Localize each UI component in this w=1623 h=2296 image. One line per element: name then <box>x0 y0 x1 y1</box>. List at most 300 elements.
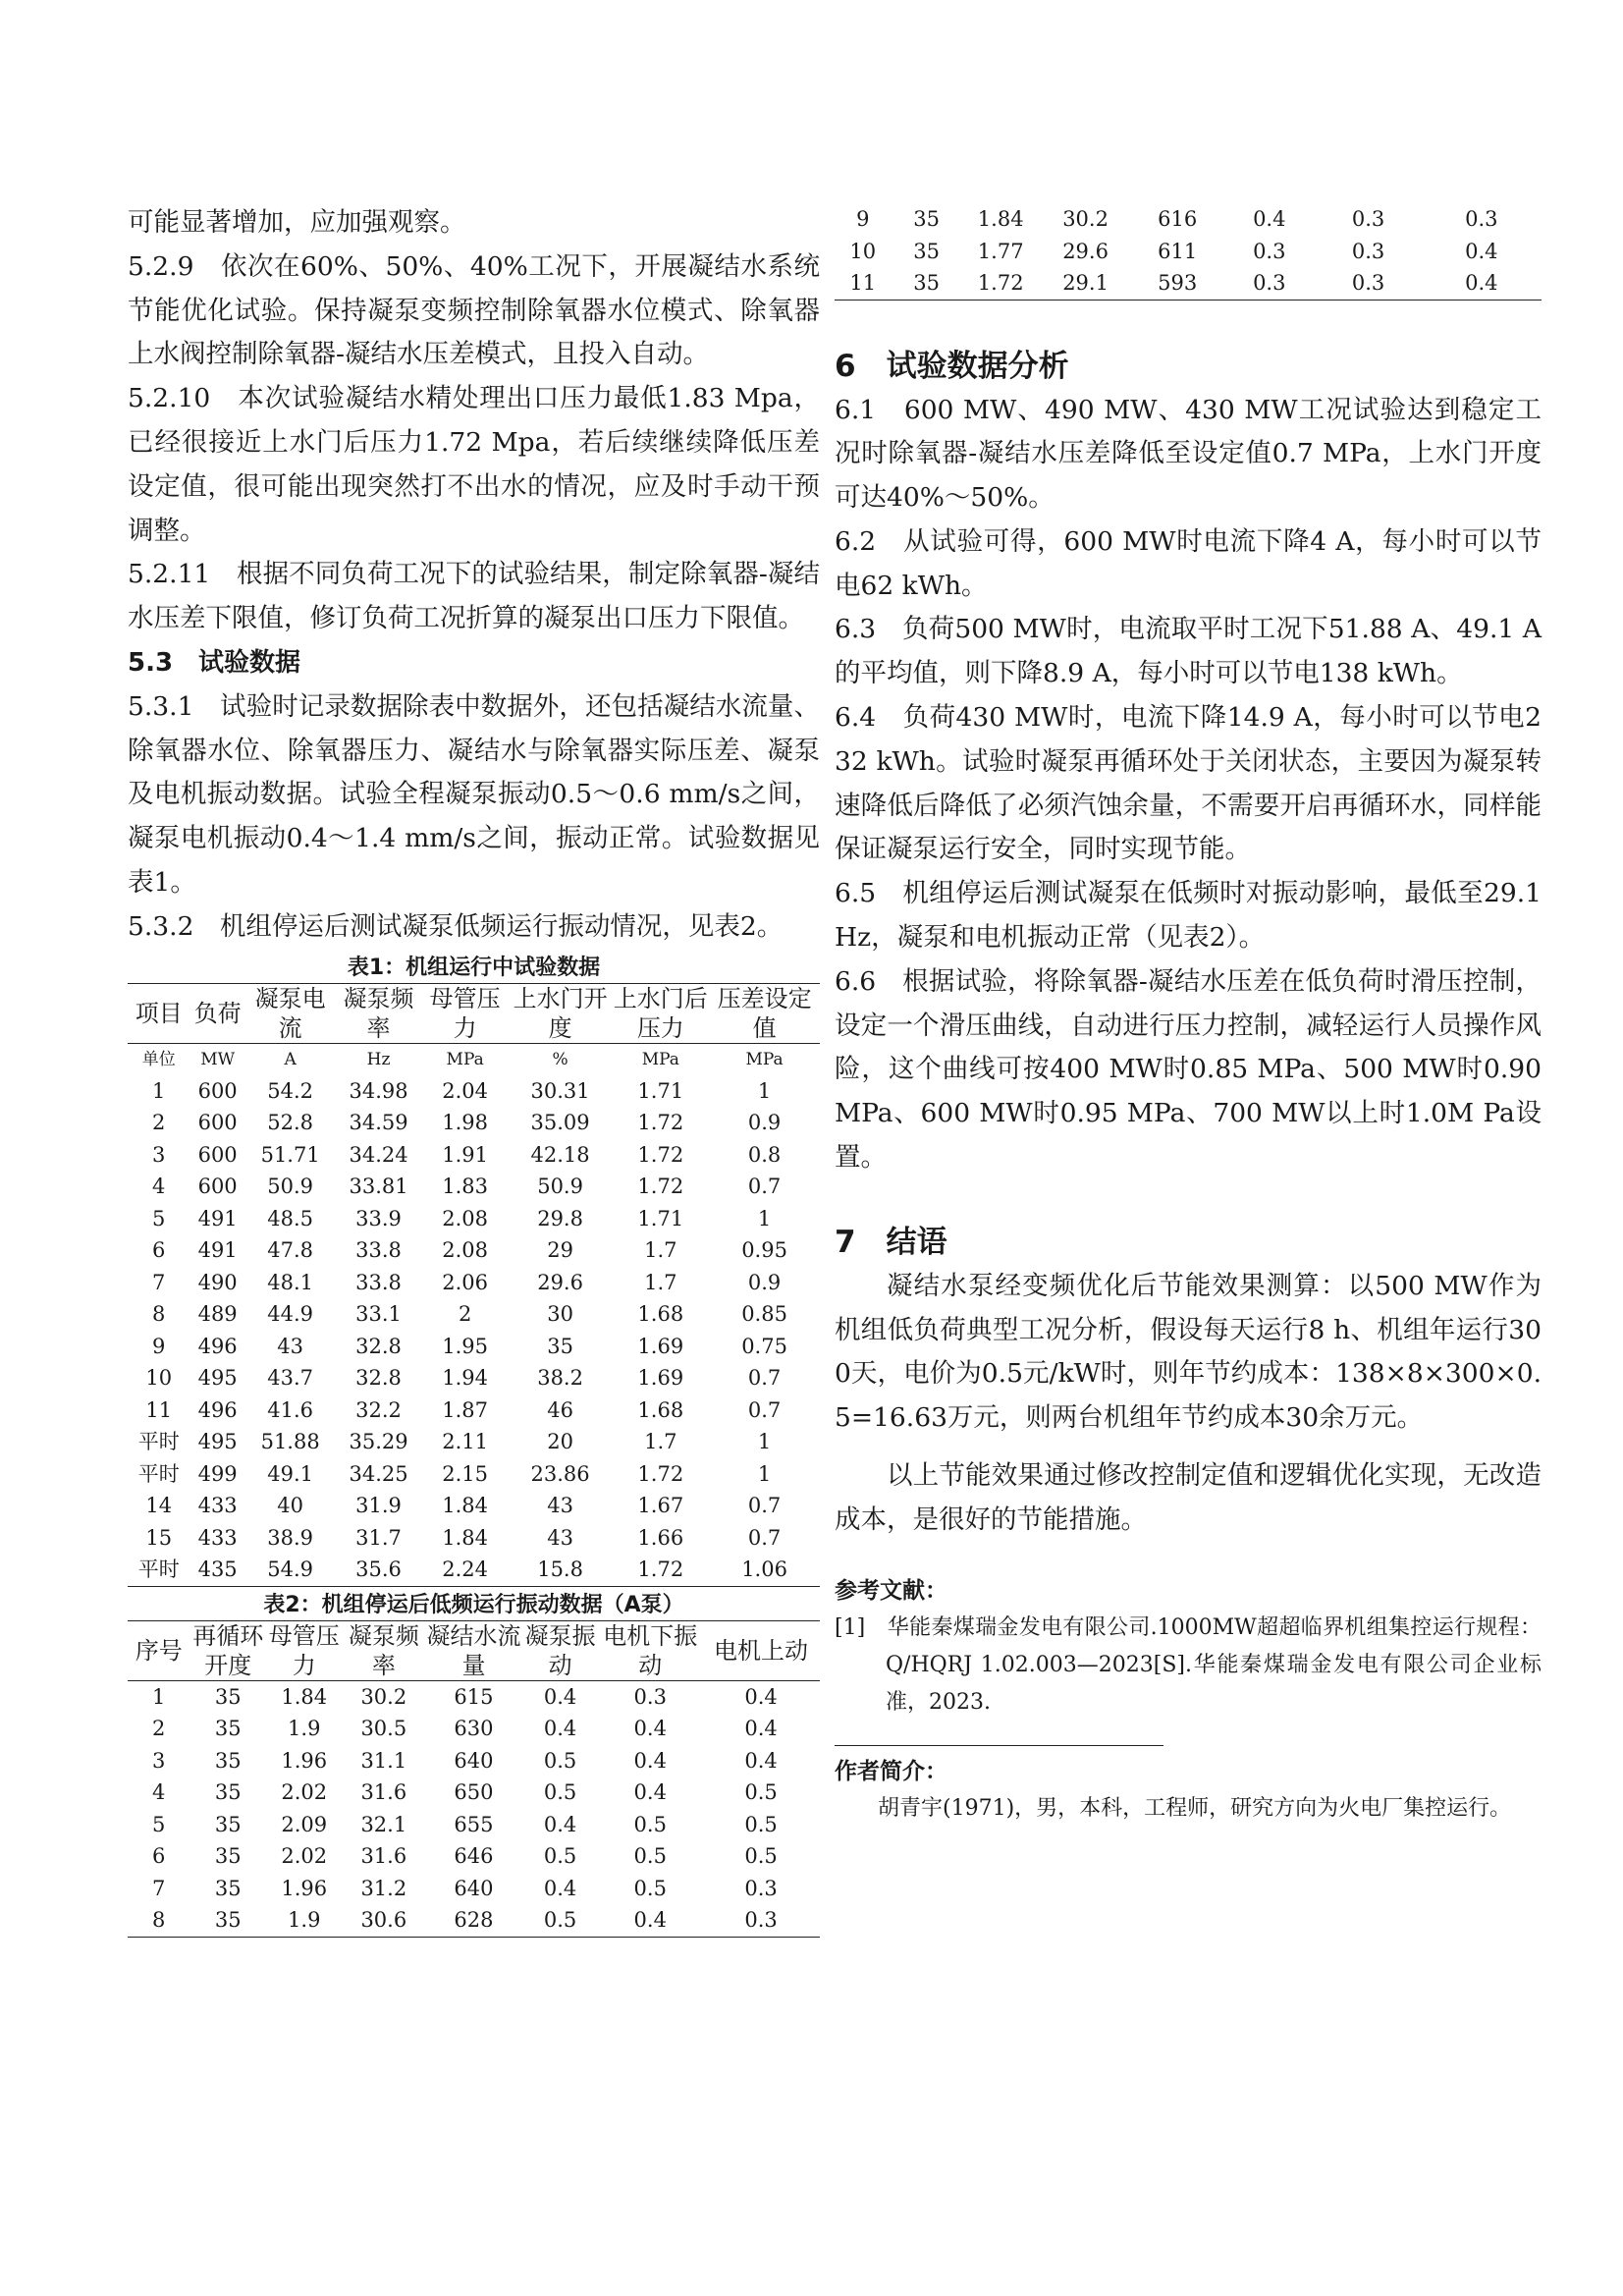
table1 <box>128 983 820 1587</box>
table1-row <box>128 1554 820 1586</box>
table-cell: 34.25 <box>349 1461 408 1486</box>
table1-row <box>128 1522 820 1555</box>
table1-row <box>128 1426 820 1458</box>
table-cell: 4 <box>152 1175 166 1199</box>
table-cell: 11 <box>145 1397 173 1422</box>
table1-header-cell: 压差设定值 <box>709 983 820 1043</box>
table-cell: 平时 <box>137 1461 180 1486</box>
table-cell: 0.7 <box>747 1525 782 1550</box>
table-cell: 1.7 <box>644 1270 677 1294</box>
table-cell: MW <box>200 1049 236 1069</box>
table-cell: 23.86 <box>530 1461 590 1486</box>
table-cell: 42.18 <box>530 1142 590 1167</box>
table1-header-cell: 母管压力 <box>422 983 509 1043</box>
table2-row <box>128 1680 820 1713</box>
table-cell: 0.4 <box>543 1717 577 1741</box>
paragraph-6-1: 6.1 600 MW、490 MW、430 MW工况试验达到稳定工况时除氧器-凝结水压差降低至设定值0.7 MPa，上水门开度可达40%～50%。 <box>835 394 1542 514</box>
table-cell: 1.72 <box>637 1175 684 1199</box>
table-cell: 54.9 <box>245 1554 336 1586</box>
table-cell: 29.6 <box>1062 239 1109 263</box>
table1-row <box>128 1362 820 1394</box>
table-cell: 1.87 <box>442 1397 489 1422</box>
author-heading: 作者简介： <box>835 1758 947 1784</box>
table-cell: 1.69 <box>637 1334 684 1358</box>
table-cell: 43 <box>547 1494 573 1518</box>
table-cell: 35 <box>214 1684 242 1709</box>
table-cell: 1.84 <box>281 1684 328 1709</box>
paragraph-5-3-1: 5.3.1 试验时记录数据除表中数据外，还包括凝结水流量、除氧器水位、除氧器压力、凝结水与除氧器实际压差、凝泵及电机振动数据。试验全程凝泵振动0.5～0.6 mm/s之间，凝泵电机振动0.4～1.4 mm/s之间，振动正常。试验数据见表1。 <box>128 690 820 898</box>
table-cell: 600 <box>197 1175 238 1199</box>
table-cell: 4 <box>152 1780 166 1805</box>
table-cell: 0.3 <box>1465 207 1498 231</box>
table-cell: 32.8 <box>355 1366 402 1391</box>
table-cell: 43 <box>547 1525 573 1550</box>
table-cell: 31.1 <box>360 1748 407 1773</box>
table-cell: 0.5 <box>543 1780 577 1805</box>
table-cell: 1.68 <box>637 1302 684 1327</box>
table1-unit-row <box>128 1043 820 1075</box>
table1-header <box>128 983 820 1043</box>
table-cell: 6 <box>152 1844 166 1869</box>
paragraph-6-5: 6.5 机组停运后测试凝泵在低频时对振动影响，最低至29.1 Hz，凝泵和电机振动正常（见表2）。 <box>835 878 1542 954</box>
table-cell: 0.8 <box>747 1142 782 1167</box>
table2-header-cell: 电机上动 <box>702 1620 820 1680</box>
table-cell: 2.06 <box>442 1270 489 1294</box>
table-cell: 0.4 <box>633 1748 667 1773</box>
paragraph-6-2: 6.2 从试验可得，600 MW时电流下降4 A，每小时可以节电62 kWh。 <box>835 525 1542 601</box>
table2-header-cell: 电机下振动 <box>598 1620 702 1680</box>
table-cell: 0.9 <box>747 1111 782 1135</box>
table-cell: 0.3 <box>1253 239 1286 263</box>
table-cell: 30.31 <box>530 1078 590 1103</box>
section-5-3-heading: 5.3 试验数据 <box>128 647 301 678</box>
table-cell: 495 <box>197 1366 238 1391</box>
table-cell: 2.04 <box>442 1078 489 1103</box>
table-cell: 0.5 <box>633 1844 667 1869</box>
table-cell: 646 <box>454 1844 494 1869</box>
table-cell: 8 <box>128 1904 189 1937</box>
table-cell: 0.4 <box>744 1684 778 1709</box>
table-cell: 48.5 <box>267 1206 314 1230</box>
table-cell: 0.3 <box>744 1876 778 1900</box>
table-cell: 20 <box>547 1430 573 1454</box>
table-cell: 38.2 <box>537 1366 583 1391</box>
table-cell: 0.4 <box>598 1904 702 1937</box>
table2-row <box>835 203 1542 236</box>
table1-row <box>128 1394 820 1427</box>
table-cell: 0.4 <box>633 1780 667 1805</box>
table-cell: 491 <box>197 1238 238 1263</box>
table-cell: 48.1 <box>267 1270 314 1294</box>
table2-continued <box>835 203 1542 301</box>
table-cell: 1.72 <box>637 1142 684 1167</box>
paragraph-conclusion-1: 凝结水泵经变频优化后节能效果测算：以500 MW作为机组低负荷典型工况分析，假设每天运行8 h、机组年运行300天，电价为0.5元/kW时，则年节约成本：138×8×300×0.5=16.63万元，则两台机组年节约成本30余万元。 <box>835 1270 1542 1434</box>
table-cell: 35 <box>189 1904 266 1937</box>
table-cell: 7 <box>152 1270 166 1294</box>
table-cell: 32.8 <box>355 1334 402 1358</box>
footnote-divider <box>835 1745 1163 1746</box>
table1-body <box>128 1043 820 1586</box>
table-cell: 0.3 <box>702 1904 820 1937</box>
right-column <box>835 201 1542 1829</box>
table-cell: 50.9 <box>267 1175 314 1199</box>
table2-row <box>835 267 1542 300</box>
table-cell: 1 <box>757 1461 772 1486</box>
table-cell: 640 <box>454 1876 494 1900</box>
table-cell: 2 <box>152 1717 166 1741</box>
table-cell: 0.7 <box>747 1175 782 1199</box>
table-cell: 31.2 <box>360 1876 407 1900</box>
table-cell: 30.2 <box>1062 207 1109 231</box>
table-cell: 1.7 <box>644 1430 677 1454</box>
table-cell: 15.8 <box>509 1554 613 1586</box>
table1-header-cell: 上水门后压力 <box>613 984 708 1042</box>
table-cell: 0.5 <box>744 1812 778 1836</box>
table-cell: 35 <box>547 1334 573 1358</box>
table-cell: 40 <box>277 1494 304 1518</box>
table-cell: 3 <box>152 1142 166 1167</box>
table-cell: 30.2 <box>360 1684 407 1709</box>
table-cell: 35.29 <box>349 1430 408 1454</box>
table-cell: 11 <box>835 267 892 300</box>
paragraph-continued: 可能显著增加，应加强观察。 <box>128 207 466 238</box>
table-cell: 0.4 <box>633 1717 667 1741</box>
table-cell: 593 <box>1131 267 1223 300</box>
table-cell: 31.6 <box>360 1780 407 1805</box>
table-cell: 0.5 <box>522 1904 599 1937</box>
table-cell: 30.6 <box>343 1904 426 1937</box>
table-cell: 35 <box>214 1812 242 1836</box>
table-cell: 0.4 <box>543 1684 577 1709</box>
table1-row <box>128 1107 820 1139</box>
paragraph-5-2-10: 5.2.10 本次试验凝结水精处理出口压力最低1.83 Mpa，已经很接近上水门后压力1.72 Mpa，若后续继续降低压差设定值，很可能出现突然打不出水的情况，应及时手动干预调整。 <box>128 383 820 546</box>
table2-row <box>128 1904 820 1937</box>
table-cell: 1.9 <box>266 1904 343 1937</box>
table1-row <box>128 1171 820 1203</box>
table-cell: 51.71 <box>260 1142 320 1167</box>
table-cell: 435 <box>189 1554 244 1586</box>
table1-header-cell: 凝泵电流 <box>245 983 336 1043</box>
table-cell: 0.3 <box>1351 207 1385 231</box>
table-cell: 0.3 <box>633 1684 667 1709</box>
table-cell: 52.8 <box>267 1111 314 1135</box>
table-cell: 1 <box>757 1078 772 1103</box>
table-cell: 1 <box>152 1684 166 1709</box>
table-cell: 35 <box>892 267 962 300</box>
table-cell: 35 <box>214 1717 242 1741</box>
table-cell: 0.3 <box>1223 267 1316 300</box>
table1-row <box>128 1298 820 1331</box>
table-cell: 615 <box>454 1684 494 1709</box>
table-cell: 8 <box>152 1302 166 1327</box>
table-cell: 490 <box>197 1270 238 1294</box>
table-cell: 0.5 <box>543 1844 577 1869</box>
table1-header-cell: 上水门开度 <box>509 983 613 1043</box>
table-cell: 1.72 <box>962 267 1040 300</box>
table2-caption: 表2：机组停运后低频运行振动数据（A泵） <box>263 1592 684 1617</box>
table-cell: 0.5 <box>744 1780 778 1805</box>
table-cell: 1.68 <box>637 1397 684 1422</box>
table-cell: 0.7 <box>747 1366 782 1391</box>
table2-continued-body <box>835 203 1542 300</box>
table-cell: 1.72 <box>612 1554 709 1586</box>
table-cell: 1.66 <box>637 1525 684 1550</box>
table-cell: 1.84 <box>442 1525 489 1550</box>
table-cell: 1.71 <box>637 1206 684 1230</box>
table-cell: 29 <box>547 1238 573 1263</box>
table-cell: 1.9 <box>288 1717 321 1741</box>
table2-header-cell: 母管压力 <box>266 1620 343 1680</box>
table-cell: 0.4 <box>744 1717 778 1741</box>
table-cell: 0.4 <box>543 1876 577 1900</box>
table-cell: 0.85 <box>741 1302 787 1327</box>
table2-row <box>128 1873 820 1905</box>
table-cell: 9 <box>152 1334 166 1358</box>
table-cell: 35 <box>214 1748 242 1773</box>
table-cell: 0.3 <box>1351 239 1385 263</box>
table-cell: 628 <box>425 1904 522 1937</box>
table-cell: 7 <box>152 1876 166 1900</box>
table-cell: 43 <box>277 1334 304 1358</box>
table2-header-cell: 凝泵频率 <box>343 1620 426 1680</box>
table-cell: 630 <box>454 1717 494 1741</box>
table-cell: 34.98 <box>349 1078 408 1103</box>
table-cell: % <box>552 1049 568 1069</box>
table-cell: 32.2 <box>355 1397 402 1422</box>
table-cell: 29.8 <box>537 1206 583 1230</box>
table-cell: 496 <box>197 1334 238 1358</box>
table-cell: 496 <box>197 1397 238 1422</box>
table-cell: 2.02 <box>281 1844 328 1869</box>
table-cell: 41.6 <box>267 1397 314 1422</box>
table-cell: 5 <box>152 1812 166 1836</box>
table1-row <box>128 1075 820 1108</box>
paragraph-6-4: 6.4 负荷430 MW时，电流下降14.9 A，每小时可以节电232 kWh。试验时凝泵再循环处于关闭状态，主要因为凝泵转速降低后降低了必须汽蚀余量，不需要开启再循环水，同样能保证凝泵运行安全，同时实现节能。 <box>835 702 1542 865</box>
table1-header-cell: 项目 <box>128 983 189 1043</box>
table-cell: 33.8 <box>355 1238 402 1263</box>
table-cell: 1.69 <box>637 1366 684 1391</box>
table-cell: 46 <box>547 1397 573 1422</box>
table-cell: 0.4 <box>1253 207 1286 231</box>
table-cell: 0.3 <box>1316 267 1422 300</box>
table-cell: 54.2 <box>267 1078 314 1103</box>
table2-row <box>128 1745 820 1777</box>
paragraph-6-6: 6.6 根据试验，将除氧器-凝结水压差在低负荷时滑压控制，设定一个滑压曲线，自动进行压力控制，减轻运行人员操作风险，这个曲线可按400 MW时0.85 MPa、500 MW时0.90 MPa、600 MW时0.95 MPa、700 MW以上时1.0M Pa设置。 <box>835 965 1542 1174</box>
table-cell: 2.08 <box>442 1238 489 1263</box>
table-cell: 1.83 <box>442 1175 489 1199</box>
table-cell: 0.75 <box>741 1334 787 1358</box>
table-cell: 600 <box>197 1078 238 1103</box>
table-cell: 0.5 <box>633 1876 667 1900</box>
table-cell: 499 <box>197 1461 238 1486</box>
table-cell: 5 <box>152 1206 166 1230</box>
table-cell: 2.11 <box>442 1430 489 1454</box>
table2-header-cell: 凝泵振动 <box>522 1620 599 1680</box>
table-cell: 1.67 <box>637 1494 684 1518</box>
table-cell: 1 <box>152 1078 166 1103</box>
section-6-heading: 6 试验数据分析 <box>835 348 1069 384</box>
table-cell: 0.4 <box>543 1812 577 1836</box>
table-cell: 34.24 <box>349 1142 408 1167</box>
paragraph-5-3-2: 5.3.2 机组停运后测试凝泵低频运行振动情况，见表2。 <box>128 910 784 942</box>
table-cell: 29.6 <box>537 1270 583 1294</box>
table-cell: MPa <box>641 1049 679 1069</box>
table-cell: 33.8 <box>355 1270 402 1294</box>
table2-header-cell: 凝结水流量 <box>426 1621 521 1679</box>
table-cell: 32.1 <box>360 1812 407 1836</box>
table2-body <box>128 1680 820 1937</box>
table-cell: 2.08 <box>442 1206 489 1230</box>
table-cell: 14 <box>145 1494 173 1518</box>
reference-item: [1] 华能秦煤瑞金发电有限公司.1000MW超超临界机组集控运行规程： Q/HQRJ 1.02.003—2023[S].华能秦煤瑞金发电有限公司企业标准，2023. <box>835 1614 1542 1715</box>
table-cell: 30.5 <box>360 1717 407 1741</box>
table2-row <box>128 1777 820 1809</box>
table-cell: 2.02 <box>281 1780 328 1805</box>
table2-header-cell: 序号 <box>128 1620 189 1680</box>
table-cell: 35 <box>214 1780 242 1805</box>
paragraph-conclusion-2: 以上节能效果通过修改控制定值和逻辑优化实现，无改造成本，是很好的节能措施。 <box>835 1460 1542 1535</box>
table-cell: 600 <box>197 1111 238 1135</box>
table1-header-cell: 负荷 <box>189 983 244 1043</box>
table-cell: 0.4 <box>744 1748 778 1773</box>
table-cell: 0.5 <box>744 1844 778 1869</box>
table2-row <box>835 236 1542 268</box>
table-cell: 35 <box>214 1876 242 1900</box>
left-column <box>128 201 820 1938</box>
table-cell: 1.06 <box>709 1554 820 1586</box>
table-cell: 655 <box>454 1812 494 1836</box>
table-cell: 2 <box>152 1111 166 1135</box>
table1-row <box>128 1331 820 1363</box>
table-cell: 1.72 <box>637 1461 684 1486</box>
table-cell: 31.7 <box>355 1525 402 1550</box>
table1-row <box>128 1203 820 1235</box>
table-cell: 1.84 <box>977 207 1024 231</box>
table-cell: 49.1 <box>267 1461 314 1486</box>
table-cell: 433 <box>197 1525 238 1550</box>
table-cell: 44.9 <box>267 1302 314 1327</box>
table2-row <box>128 1713 820 1745</box>
table-cell: MPa <box>745 1049 784 1069</box>
table2-row <box>128 1840 820 1873</box>
table-cell: 433 <box>197 1494 238 1518</box>
table-cell: 0.95 <box>741 1238 787 1263</box>
table-cell: 0.7 <box>747 1397 782 1422</box>
table-cell: 35 <box>913 239 940 263</box>
table-cell: 50.9 <box>537 1175 583 1199</box>
table-cell: 495 <box>197 1430 238 1454</box>
table-cell: 491 <box>197 1206 238 1230</box>
table-cell: 单位 <box>141 1049 176 1069</box>
references-heading: 参考文献： <box>835 1577 947 1604</box>
table-cell: 1.95 <box>442 1334 489 1358</box>
table-cell: 33.9 <box>355 1206 402 1230</box>
table2-row <box>128 1809 820 1841</box>
table-cell: 611 <box>1158 239 1198 263</box>
table-cell: 489 <box>197 1302 238 1327</box>
table-cell: 1 <box>757 1206 772 1230</box>
table-cell: 2.24 <box>422 1554 509 1586</box>
table-cell: 600 <box>197 1142 238 1167</box>
table1-caption: 表1：机组运行中试验数据 <box>347 955 601 980</box>
table2-header <box>128 1620 820 1680</box>
table-cell: 1.71 <box>637 1078 684 1103</box>
table-cell: 47.8 <box>267 1238 314 1263</box>
table-cell: 31.6 <box>360 1844 407 1869</box>
table-cell: 2.09 <box>281 1812 328 1836</box>
table1-row <box>128 1458 820 1491</box>
author-bio: 胡青宇(1971)，男，本科，工程师，研究方向为火电厂集控运行。 <box>878 1795 1512 1821</box>
table-cell: 35.6 <box>335 1554 421 1586</box>
table-cell: 33.1 <box>355 1302 402 1327</box>
table-cell: 35 <box>214 1844 242 1869</box>
table-cell: 1.72 <box>637 1111 684 1135</box>
table-cell: 0.9 <box>747 1270 782 1294</box>
table-cell: 10 <box>849 239 877 263</box>
table-cell: 10 <box>145 1366 173 1391</box>
table-cell: A <box>284 1049 297 1069</box>
table-cell: MPa <box>446 1049 484 1069</box>
table-cell: 43.7 <box>267 1366 314 1391</box>
table-cell: 35 <box>913 207 940 231</box>
table-cell: 1.96 <box>281 1748 328 1773</box>
table-cell: 616 <box>1158 207 1198 231</box>
table-cell: 0.7 <box>747 1494 782 1518</box>
table-cell: 平时 <box>137 1430 180 1454</box>
table-cell: Hz <box>366 1049 391 1069</box>
table-cell: 2 <box>458 1302 472 1327</box>
table1-header-cell: 凝泵频率 <box>335 983 421 1043</box>
table-cell: 3 <box>152 1748 166 1773</box>
table-cell: 1 <box>757 1430 772 1454</box>
table-cell: 31.9 <box>355 1494 402 1518</box>
table-cell: 29.1 <box>1040 267 1132 300</box>
paragraph-5-2-9: 5.2.9 依次在60%、50%、40%工况下，开展凝结水系统节能优化试验。保持凝泵变频控制除氧器水位模式、除氧器上水阀控制除氧器-凝结水压差模式，且投入自动。 <box>128 250 820 370</box>
table-cell: 640 <box>454 1748 494 1773</box>
table-cell: 平时 <box>128 1554 189 1586</box>
section-7-heading: 7 结语 <box>835 1224 947 1260</box>
table-cell: 1.84 <box>442 1494 489 1518</box>
table-cell: 30 <box>547 1302 573 1327</box>
table2-header-cell: 再循环开度 <box>189 1620 266 1680</box>
table-cell: 0.5 <box>633 1812 667 1836</box>
table1-row <box>128 1267 820 1299</box>
table-cell: 1.7 <box>644 1238 677 1263</box>
table-cell: 1.91 <box>442 1142 489 1167</box>
paragraph-5-2-11: 5.2.11 根据不同负荷工况下的试验结果，制定除氧器-凝结水压差下限值，修订负荷工况折算的凝泵出口压力下限值。 <box>128 559 820 634</box>
table-cell: 0.4 <box>1465 239 1498 263</box>
table-cell: 34.59 <box>349 1111 408 1135</box>
table-cell: 33.81 <box>349 1175 408 1199</box>
table-cell: 9 <box>856 207 870 231</box>
table1-row <box>128 1490 820 1522</box>
table-cell: 0.4 <box>1422 267 1542 300</box>
table-cell: 650 <box>454 1780 494 1805</box>
table-cell: 38.9 <box>267 1525 314 1550</box>
table1-row <box>128 1139 820 1172</box>
table2 <box>128 1620 820 1938</box>
table-cell: 1.98 <box>442 1111 489 1135</box>
table1-row <box>128 1234 820 1267</box>
table-cell: 51.88 <box>260 1430 320 1454</box>
table-cell: 1.77 <box>977 239 1024 263</box>
table-cell: 6 <box>152 1238 166 1263</box>
table-cell: 0.5 <box>543 1748 577 1773</box>
table-cell: 15 <box>145 1525 173 1550</box>
paragraph-6-3: 6.3 负荷500 MW时，电流取平时工况下51.88 A、49.1 A的平均值，则下降8.9 A，每小时可以节电138 kWh。 <box>835 614 1542 689</box>
table-cell: 1.94 <box>442 1366 489 1391</box>
table-cell: 1.96 <box>281 1876 328 1900</box>
